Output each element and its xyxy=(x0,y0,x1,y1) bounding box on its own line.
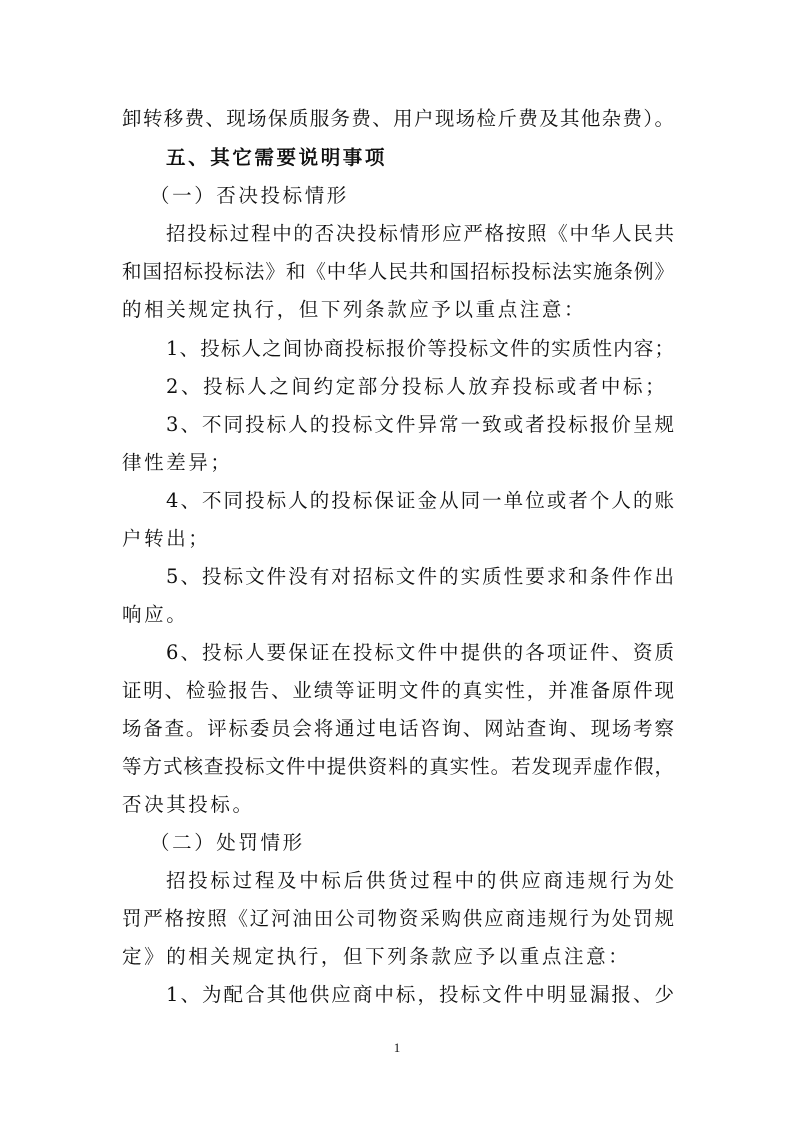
page-number: 1 xyxy=(393,1040,401,1055)
text-line: 等方式核查投标文件中提供资料的真实性。若发现弄虚作假， xyxy=(122,755,674,778)
list-item: 1、投标人之间协商投标报价等投标文件的实质性内容； xyxy=(166,337,674,360)
list-item: 6、投标人要保证在投标文件中提供的各项证件、资质 xyxy=(166,641,674,664)
list-item: 3、不同投标人的投标文件异常一致或者投标报价呈规 xyxy=(166,413,674,436)
text-line: 的相关规定执行，但下列条款应予以重点注意： xyxy=(122,298,587,321)
text-line: 招投标过程及中标后供货过程中的供应商违规行为处 xyxy=(166,869,674,892)
text-line: 户转出； xyxy=(122,527,211,550)
list-item: 4、不同投标人的投标保证金从同一单位或者个人的账 xyxy=(166,489,674,512)
text-line: 招投标过程中的否决投标情形应严格按照《中华人民共 xyxy=(166,222,674,245)
text-line: 证明、检验报告、业绩等证明文件的真实性，并准备原件现 xyxy=(122,679,674,702)
text-line: 场备查。评标委员会将通过电话咨询、网站查询、现场考察 xyxy=(122,717,674,740)
section-heading: 五、其它需要说明事项 xyxy=(166,146,388,169)
text-line: 和国招标投标法》和《中华人民共和国招标投标法实施条例》 xyxy=(122,260,674,283)
text-line: 否决其投标。 xyxy=(122,793,255,816)
text-line: 罚严格按照《辽河油田公司物资采购供应商违规行为处罚规 xyxy=(122,907,674,930)
text-line: 响应。 xyxy=(122,603,189,626)
list-item: 2、投标人之间约定部分投标人放弃投标或者中标； xyxy=(166,375,668,398)
subsection-heading: （二）处罚情形 xyxy=(150,831,305,854)
text-line: 卸转移费、现场保质服务费、用户现场检斤费及其他杂费）。 xyxy=(122,107,674,130)
text-line: 定》的相关规定执行，但下列条款应予以重点注意： xyxy=(122,945,631,968)
subsection-heading: （一）否决投标情形 xyxy=(150,184,349,207)
list-item: 1、为配合其他供应商中标，投标文件中明显漏报、少 xyxy=(166,983,674,1006)
text-line: 律性差异； xyxy=(122,451,233,474)
list-item: 5、投标文件没有对招标文件的实质性要求和条件作出 xyxy=(166,565,674,588)
